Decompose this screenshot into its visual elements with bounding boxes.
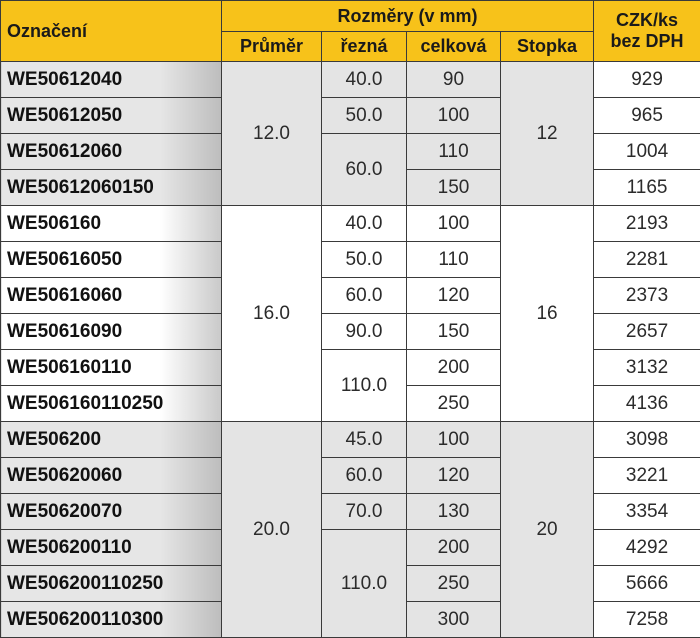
overall-length-cell: 200 bbox=[407, 530, 501, 566]
overall-length-cell: 150 bbox=[407, 170, 501, 206]
table-row bbox=[1, 530, 700, 566]
price-cell: 2193 bbox=[594, 206, 700, 242]
overall-length-cell: 110 bbox=[407, 242, 501, 278]
overall-length-cell: 100 bbox=[407, 422, 501, 458]
diameter-cell: 12.0 bbox=[222, 62, 322, 206]
overall-length-cell: 120 bbox=[407, 278, 501, 314]
header-diameter: Průměr bbox=[222, 32, 322, 62]
price-cell: 2657 bbox=[594, 314, 700, 350]
price-cell: 5666 bbox=[594, 566, 700, 602]
product-code: WE506200110300 bbox=[1, 602, 222, 638]
cutting-length-cell: 70.0 bbox=[322, 494, 407, 530]
table-row bbox=[1, 278, 700, 314]
table-row bbox=[1, 62, 700, 98]
price-cell: 1004 bbox=[594, 134, 700, 170]
cutting-length-cell: 50.0 bbox=[322, 98, 407, 134]
overall-length-cell: 150 bbox=[407, 314, 501, 350]
product-code: WE50612050 bbox=[1, 98, 222, 134]
header-code: Označení bbox=[1, 1, 222, 62]
header-price-line1: CZK/ks bbox=[594, 10, 700, 31]
table-row bbox=[1, 242, 700, 278]
cutting-length-cell: 40.0 bbox=[322, 206, 407, 242]
header-cutting-length: řezná bbox=[322, 32, 407, 62]
price-cell: 3098 bbox=[594, 422, 700, 458]
product-code: WE506200110250 bbox=[1, 566, 222, 602]
table-row bbox=[1, 134, 700, 170]
shank-cell: 20 bbox=[501, 422, 594, 638]
table-row bbox=[1, 98, 700, 134]
shank-cell: 16 bbox=[501, 206, 594, 422]
table-row bbox=[1, 314, 700, 350]
cutting-length-cell: 60.0 bbox=[322, 278, 407, 314]
product-code: WE50612060 bbox=[1, 134, 222, 170]
product-code: WE50616090 bbox=[1, 314, 222, 350]
product-code: WE50612060150 bbox=[1, 170, 222, 206]
product-code: WE506160110 bbox=[1, 350, 222, 386]
overall-length-cell: 130 bbox=[407, 494, 501, 530]
header-overall-length: celková bbox=[407, 32, 501, 62]
overall-length-cell: 90 bbox=[407, 62, 501, 98]
overall-length-cell: 250 bbox=[407, 566, 501, 602]
cutting-length-cell: 50.0 bbox=[322, 242, 407, 278]
cutting-length-cell: 45.0 bbox=[322, 422, 407, 458]
cutting-length-cell: 40.0 bbox=[322, 62, 407, 98]
product-code: WE50616050 bbox=[1, 242, 222, 278]
product-code: WE506200 bbox=[1, 422, 222, 458]
price-cell: 965 bbox=[594, 98, 700, 134]
price-cell: 4292 bbox=[594, 530, 700, 566]
overall-length-cell: 300 bbox=[407, 602, 501, 638]
header-price bbox=[594, 1, 700, 62]
overall-length-cell: 100 bbox=[407, 206, 501, 242]
overall-length-cell: 120 bbox=[407, 458, 501, 494]
price-cell: 3132 bbox=[594, 350, 700, 386]
product-code: WE50620060 bbox=[1, 458, 222, 494]
overall-length-cell: 200 bbox=[407, 350, 501, 386]
cutting-length-cell: 110.0 bbox=[322, 350, 407, 422]
price-cell: 7258 bbox=[594, 602, 700, 638]
product-code: WE506160 bbox=[1, 206, 222, 242]
overall-length-cell: 100 bbox=[407, 98, 501, 134]
product-code: WE50612040 bbox=[1, 62, 222, 98]
product-code: WE50616060 bbox=[1, 278, 222, 314]
shank-cell: 12 bbox=[501, 62, 594, 206]
header-price-line2: bez DPH bbox=[594, 31, 700, 52]
table-row bbox=[1, 206, 700, 242]
price-cell: 1165 bbox=[594, 170, 700, 206]
product-code: WE506160110250 bbox=[1, 386, 222, 422]
price-cell: 4136 bbox=[594, 386, 700, 422]
table-row bbox=[1, 458, 700, 494]
price-cell: 2373 bbox=[594, 278, 700, 314]
header-shank: Stopka bbox=[501, 32, 594, 62]
price-cell: 3221 bbox=[594, 458, 700, 494]
product-code: WE50620070 bbox=[1, 494, 222, 530]
cutting-length-cell: 90.0 bbox=[322, 314, 407, 350]
overall-length-cell: 250 bbox=[407, 386, 501, 422]
table-row bbox=[1, 494, 700, 530]
table-row bbox=[1, 350, 700, 386]
cutting-length-cell: 60.0 bbox=[322, 458, 407, 494]
price-cell: 3354 bbox=[594, 494, 700, 530]
price-cell: 929 bbox=[594, 62, 700, 98]
cutting-length-cell: 110.0 bbox=[322, 530, 407, 638]
diameter-cell: 16.0 bbox=[222, 206, 322, 422]
diameter-cell: 20.0 bbox=[222, 422, 322, 638]
table-row bbox=[1, 422, 700, 458]
price-cell: 2281 bbox=[594, 242, 700, 278]
product-code: WE506200110 bbox=[1, 530, 222, 566]
cutting-length-cell: 60.0 bbox=[322, 134, 407, 206]
header-dimensions: Rozměry (v mm) bbox=[222, 1, 594, 32]
overall-length-cell: 110 bbox=[407, 134, 501, 170]
